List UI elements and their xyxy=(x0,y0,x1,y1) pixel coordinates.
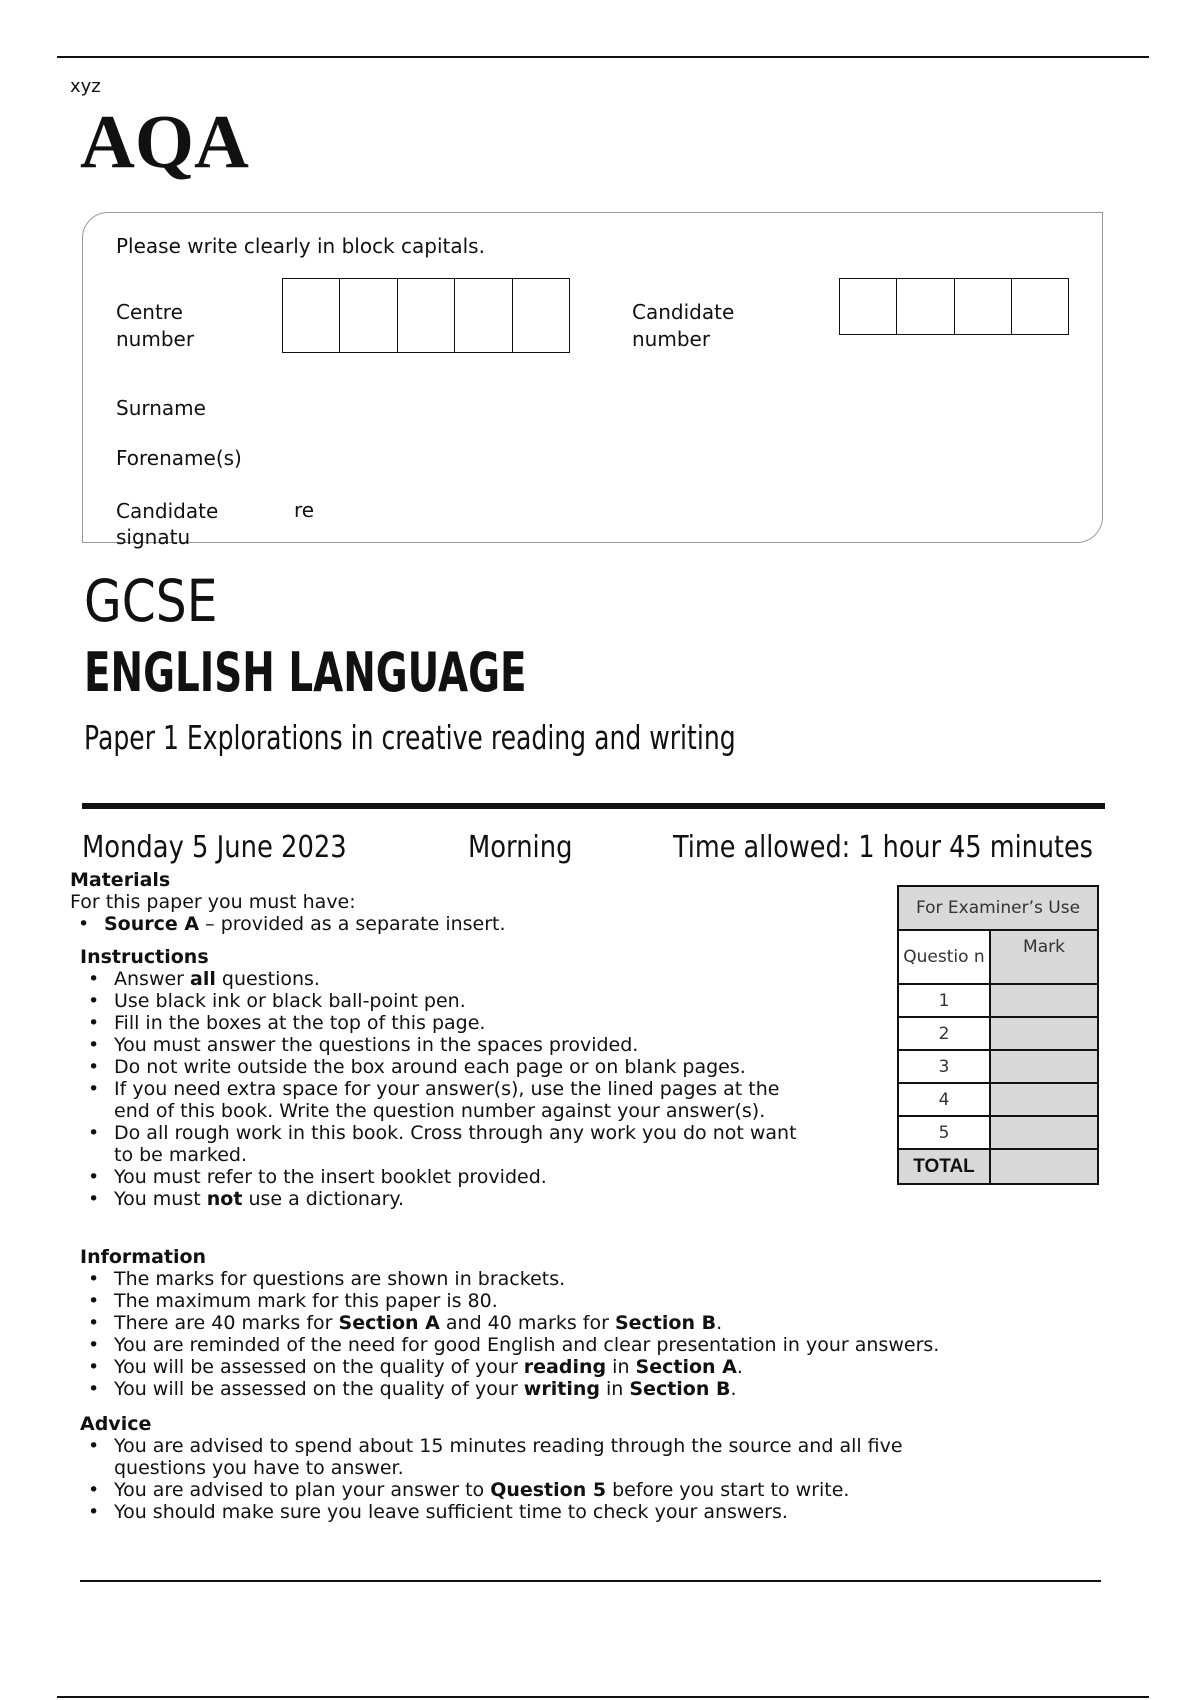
instructions-section xyxy=(80,946,815,1210)
surname-field[interactable] xyxy=(290,390,1070,424)
table-row xyxy=(898,984,1098,1017)
mark-cell xyxy=(990,1116,1098,1149)
item-text: You must refer to the insert booklet provided. xyxy=(114,1166,547,1188)
item-text: in xyxy=(606,1356,636,1378)
emphasis-text: reading xyxy=(523,1356,607,1378)
item-text: There are 40 marks for xyxy=(114,1312,339,1334)
signature-label xyxy=(116,498,218,550)
item-text: . xyxy=(716,1312,723,1334)
signature-field[interactable] xyxy=(330,492,1070,532)
emphasis-text: Section A xyxy=(338,1312,440,1334)
item-text: You will be assessed on the quality of your xyxy=(114,1356,524,1378)
exam-date-text: Monday 5 June 2023 xyxy=(82,830,347,865)
forenames-label: Forename(s) xyxy=(116,446,242,470)
information-heading: Information xyxy=(80,1246,207,1268)
instructions-list xyxy=(80,968,815,1210)
advice-heading: Advice xyxy=(80,1413,152,1435)
information-section xyxy=(80,1246,1080,1400)
item-text: – provided as a separate insert. xyxy=(199,913,506,935)
materials-intro: For this paper you must have: xyxy=(70,891,356,913)
list-item xyxy=(80,1435,1000,1479)
paper-text: Paper 1 Explorations in creative reading and writing xyxy=(84,718,736,757)
total-label: TOTAL xyxy=(898,1149,990,1184)
list-item xyxy=(80,1356,1080,1378)
list-item xyxy=(80,1056,815,1078)
title-rule xyxy=(82,803,1105,809)
candidate-label-line1: Candidate xyxy=(632,300,735,324)
mark-column-header: Mark xyxy=(990,930,1098,984)
qualification-text: GCSE xyxy=(84,567,218,635)
item-text: You are advised to spend about 15 minutes reading through the source and all five questions you have to answer. xyxy=(114,1435,903,1479)
mark-cell xyxy=(990,1017,1098,1050)
list-item xyxy=(80,1479,1000,1501)
examiners-use-table xyxy=(897,885,1099,1185)
emphasis-text: Question 5 xyxy=(490,1479,607,1501)
page-footer-rule xyxy=(57,1696,1149,1698)
emphasis-text: all xyxy=(190,968,216,990)
mark-cell xyxy=(990,984,1098,1017)
emphasis-text: Source A xyxy=(104,913,200,935)
table-row xyxy=(898,1083,1098,1116)
item-text: before you start to write. xyxy=(606,1479,850,1501)
item-text: You must xyxy=(114,1188,207,1210)
question-number: 2 xyxy=(898,1017,990,1050)
advice-section xyxy=(80,1413,1000,1523)
list-item xyxy=(80,1312,1080,1334)
list-item xyxy=(80,1378,1080,1400)
time-allowed xyxy=(673,830,1167,866)
materials-list xyxy=(70,913,810,935)
centre-label-line1: Centre xyxy=(116,300,183,324)
candidate-number-input[interactable] xyxy=(839,278,1069,335)
candidate-label-line2: number xyxy=(632,327,711,351)
list-item xyxy=(80,1078,815,1122)
item-text: Answer xyxy=(114,968,191,990)
surname-label: Surname xyxy=(116,396,206,420)
total-mark-cell xyxy=(990,1149,1098,1184)
question-number: 4 xyxy=(898,1083,990,1116)
candidate-number-label xyxy=(632,299,734,353)
list-item xyxy=(80,1166,815,1188)
item-text: and 40 marks for xyxy=(439,1312,615,1334)
table-row xyxy=(898,1116,1098,1149)
centre-label-line2: number xyxy=(116,327,195,351)
time-allowed-text: Time allowed: 1 hour 45 minutes xyxy=(673,830,1093,865)
question-number: 1 xyxy=(898,984,990,1017)
question-number: 5 xyxy=(898,1116,990,1149)
list-item xyxy=(70,913,810,935)
signature-label-line1: Candidate xyxy=(116,499,219,523)
mark-cell xyxy=(990,1083,1098,1116)
item-text: Use black ink or black ball-point pen. xyxy=(114,990,466,1012)
list-item xyxy=(80,990,815,1012)
item-text: You will be assessed on the quality of your xyxy=(114,1378,524,1400)
item-text: Fill in the boxes at the top of this page. xyxy=(114,1012,486,1034)
centre-number-label xyxy=(116,299,194,353)
item-text: You are reminded of the need for good English and clear presentation in your answers. xyxy=(114,1334,940,1356)
table-row xyxy=(898,1050,1098,1083)
item-text: Do not write outside the box around each page or on blank pages. xyxy=(114,1056,746,1078)
emphasis-text: not xyxy=(206,1188,243,1210)
block-capitals-instruction: Please write clearly in block capitals. xyxy=(116,234,485,258)
corner-text: xyz xyxy=(70,76,101,97)
list-item xyxy=(80,968,815,990)
mark-cell xyxy=(990,1050,1098,1083)
qualification-title xyxy=(84,566,243,636)
item-text: The maximum mark for this paper is 80. xyxy=(114,1290,498,1312)
item-text: . xyxy=(736,1356,743,1378)
examiners-use-title: For Examiner’s Use xyxy=(898,886,1098,930)
information-list xyxy=(80,1268,1080,1400)
advice-list xyxy=(80,1435,1000,1523)
emphasis-text: Section A xyxy=(635,1356,737,1378)
aqa-logo: AQA xyxy=(80,100,249,184)
instructions-heading: Instructions xyxy=(80,946,209,968)
list-item xyxy=(80,1290,1080,1312)
materials-section xyxy=(70,869,810,935)
item-text: If you need extra space for your answer(s), use the lined pages at the end of this book. Write the question number against your answer(s). xyxy=(114,1078,780,1122)
item-text: use a dictionary. xyxy=(242,1188,405,1210)
subject-text: ENGLISH LANGUAGE xyxy=(84,641,527,704)
exam-session xyxy=(468,830,589,866)
item-text: questions. xyxy=(215,968,320,990)
signature-label-fragment: re xyxy=(294,498,315,522)
emphasis-text: Section B xyxy=(629,1378,731,1400)
item-text: . xyxy=(730,1378,737,1400)
table-row xyxy=(898,1017,1098,1050)
item-text: The marks for questions are shown in brackets. xyxy=(114,1268,566,1290)
list-item xyxy=(80,1501,1000,1523)
question-number: 3 xyxy=(898,1050,990,1083)
forenames-field[interactable] xyxy=(290,440,1070,474)
item-text: You must answer the questions in the spaces provided. xyxy=(114,1034,639,1056)
emphasis-text: Section B xyxy=(614,1312,717,1334)
emphasis-text: writing xyxy=(523,1378,600,1400)
signature-label-line2: signatu xyxy=(116,525,191,549)
list-item xyxy=(80,1012,815,1034)
exam-session-text: Morning xyxy=(468,830,573,865)
item-text: You are advised to plan your answer to xyxy=(114,1479,491,1501)
centre-number-input[interactable] xyxy=(282,278,570,353)
list-item xyxy=(80,1334,1080,1356)
top-rule xyxy=(57,56,1149,58)
item-text: in xyxy=(599,1378,630,1400)
subject-title xyxy=(84,640,699,706)
item-text: You should make sure you leave sufficient time to check your answers. xyxy=(114,1501,788,1523)
item-text: Do all rough work in this book. Cross through any work you do not want to be marked. xyxy=(114,1122,797,1166)
list-item xyxy=(80,1122,815,1166)
list-item xyxy=(80,1034,815,1056)
list-item xyxy=(80,1188,815,1210)
paper-title xyxy=(84,718,941,758)
list-item xyxy=(80,1268,1080,1290)
bottom-rule xyxy=(80,1580,1101,1582)
materials-heading: Materials xyxy=(70,869,171,891)
exam-date xyxy=(82,830,390,866)
question-column-header: Questio n xyxy=(898,930,990,984)
